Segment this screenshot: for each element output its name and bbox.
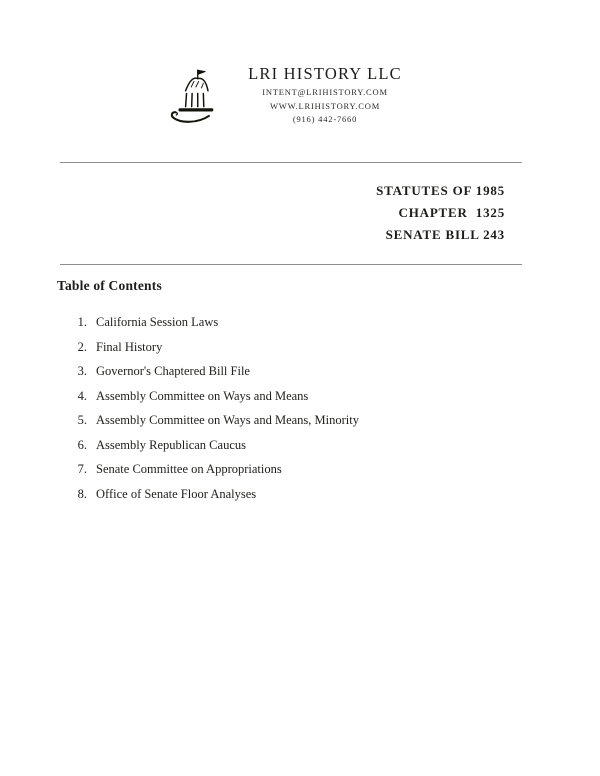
toc-item-label: Assembly Committee on Ways and Means — [96, 388, 309, 403]
toc-item-number: 8. — [77, 486, 87, 501]
toc-item-number: 7. — [77, 462, 87, 476]
toc-item-label: Office of Senate Floor Analyses — [96, 486, 257, 501]
reference-block — [0, 180, 505, 246]
letterhead — [0, 62, 584, 136]
letterhead-contact — [248, 62, 402, 127]
toc-item-number: 2. — [77, 339, 87, 354]
toc-item-number: 1. — [77, 315, 87, 329]
toc-item — [69, 413, 600, 427]
toc-item — [69, 364, 600, 378]
toc-item-number: 3. — [77, 364, 87, 378]
table-of-contents — [0, 278, 600, 501]
toc-item — [69, 487, 600, 501]
toc-item — [69, 438, 600, 452]
toc-item-label: Governor's Chaptered Bill File — [96, 364, 250, 378]
toc-item-label: Assembly Republican Caucus — [96, 437, 246, 452]
toc-item-number: 4. — [77, 388, 87, 403]
toc-item — [69, 340, 600, 354]
toc-item-number: 6. — [77, 437, 87, 452]
toc-item-number: 5. — [77, 413, 87, 427]
divider-bottom — [60, 264, 522, 265]
toc-item-label: Final History — [96, 339, 163, 354]
company-name: LRI HISTORY LLC — [248, 64, 402, 83]
phone-text: (916) 442-7660 — [292, 114, 358, 124]
toc-title: Table of Contents — [57, 278, 162, 293]
toc-item — [69, 462, 600, 476]
statutes-line: STATUTES OF 1985 — [376, 183, 505, 198]
email-text: INTENT@LRIHISTORY.COM — [262, 87, 388, 97]
toc-item-label: California Session Laws — [96, 315, 219, 329]
website-text: WWW.LRIHISTORY.COM — [269, 100, 381, 111]
toc-item — [69, 315, 600, 329]
chapter-line: CHAPTER 1325 — [398, 205, 505, 220]
senate-bill-line: SENATE BILL 243 — [385, 227, 505, 242]
capitol-logo-icon — [166, 66, 222, 136]
toc-item — [69, 389, 600, 403]
toc-list — [57, 315, 600, 501]
divider-top — [60, 162, 522, 163]
toc-item-label: Assembly Committee on Ways and Means, Minority — [96, 413, 359, 427]
toc-item-label: Senate Committee on Appropriations — [96, 462, 282, 476]
